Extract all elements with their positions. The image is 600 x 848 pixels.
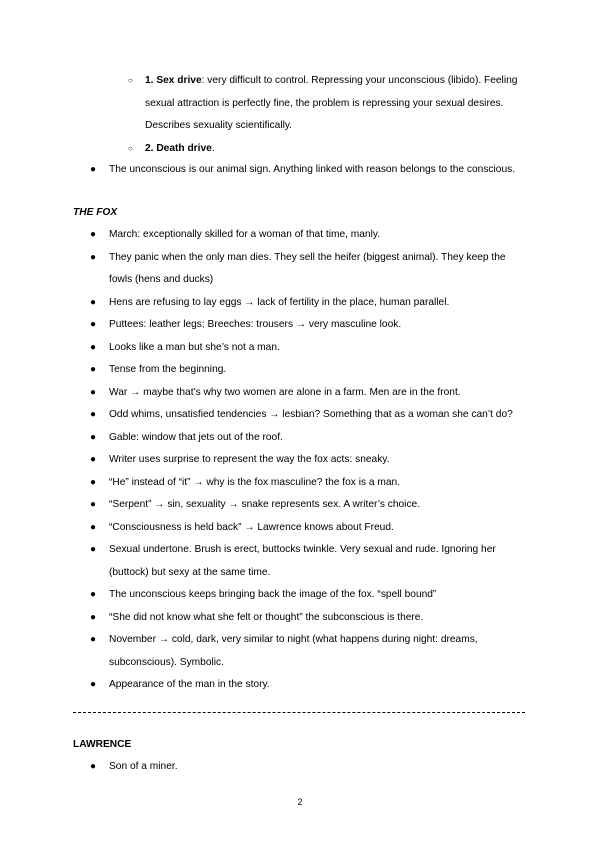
filled-circle-bullet-icon: ● — [90, 544, 97, 555]
list-item-text: Looks like a man but she’s not a man. — [109, 341, 280, 353]
filled-circle-bullet-icon: ● — [90, 296, 97, 308]
filled-circle-bullet-icon: ● — [90, 611, 97, 623]
list-item-text: The unconscious is our animal sign. Anything linked with reason belongs to the conscious. — [109, 164, 516, 175]
filled-circle-bullet-icon: ● — [90, 454, 97, 465]
filled-circle-bullet-icon: ● — [90, 341, 97, 353]
lawrence-section-heading: LAWRENCE — [73, 739, 132, 750]
list-item — [90, 314, 530, 337]
list-item — [90, 584, 530, 607]
filled-circle-bullet-icon: ● — [90, 679, 97, 690]
list-item — [90, 292, 530, 315]
list-item — [90, 247, 530, 292]
filled-circle-bullet-icon: ● — [90, 364, 97, 375]
filled-circle-bullet-icon: ● — [90, 761, 97, 772]
hollow-circle-bullet-icon: ○ — [128, 143, 133, 153]
lawrence-bullet-list — [90, 756, 530, 779]
list-item-text: November → cold, dark, very similar to night (what happens during night: dreams, subconscious). Symbolic. — [109, 634, 478, 668]
fox-section-heading: THE FOX — [73, 207, 118, 218]
filled-circle-bullet-icon: ● — [90, 634, 97, 645]
sublist-item-text: . — [211, 142, 215, 154]
list-item — [90, 449, 530, 472]
intro-bullet-list — [90, 159, 530, 182]
filled-circle-bullet-icon: ● — [90, 319, 97, 330]
hollow-circle-bullet-icon: ○ — [128, 76, 133, 85]
list-item — [90, 539, 530, 584]
list-item — [90, 224, 530, 247]
list-item — [90, 159, 530, 182]
filled-circle-bullet-icon: ● — [90, 521, 97, 533]
list-item-text: Gable: window that jets out of the roof. — [109, 431, 283, 443]
list-item-text: “He” instead of “it” → why is the fox masculine? the fox is a man. — [109, 476, 401, 488]
sublist-item-text: : very difficult to control. Repressing your unconscious (libido). Feeling sexual attraction is perfectly fine, the problem is repressing your sexual desires. Describes sexuality scientifically. — [145, 75, 518, 131]
filled-circle-bullet-icon: ● — [90, 499, 97, 510]
filled-circle-bullet-icon: ● — [90, 409, 97, 420]
list-item-text: Appearance of the man in the story. — [109, 679, 270, 690]
filled-circle-bullet-icon: ● — [90, 164, 97, 175]
page-number: 2 — [297, 797, 303, 807]
filled-circle-bullet-icon: ● — [90, 476, 97, 488]
list-item-text: March: exceptionally skilled for a woman of that time, manly. — [109, 229, 381, 240]
list-item-text: “Consciousness is held back” → Lawrence knows about Freud. — [109, 521, 394, 533]
list-item-text: Writer uses surprise to represent the way the fox acts: sneaky. — [109, 454, 390, 465]
list-item — [90, 756, 530, 779]
list-item — [90, 472, 530, 495]
filled-circle-bullet-icon: ● — [90, 589, 97, 600]
list-item-text: Puttees: leather legs; Breeches: trousers → very masculine look. — [109, 319, 402, 330]
filled-circle-bullet-icon: ● — [90, 386, 97, 398]
section-divider — [73, 712, 525, 713]
list-item — [90, 494, 530, 517]
fox-bullet-list — [90, 224, 530, 697]
list-item-text: “Serpent” → sin, sexuality → snake represents sex. A writer’s choice. — [109, 499, 421, 510]
list-item — [90, 674, 530, 697]
list-item-text: War → maybe that’s why two women are alone in a farm. Men are in the front. — [109, 386, 461, 398]
list-item-text: “She did not know what she felt or thought” the subconscious is there. — [109, 611, 424, 623]
list-item — [90, 607, 530, 630]
freud-drives-sublist — [128, 70, 528, 160]
sublist-item — [128, 70, 528, 138]
sublist-item-label: 2. Death drive — [145, 142, 212, 154]
list-item-text: The unconscious keeps bringing back the image of the fox. “spell bound” — [109, 589, 437, 600]
list-item — [90, 404, 530, 427]
list-item — [90, 629, 530, 674]
filled-circle-bullet-icon: ● — [90, 229, 97, 240]
list-item — [90, 427, 530, 450]
list-item-text: Odd whims, unsatisfied tendencies → lesbian? Something that as a woman she can’t do? — [109, 409, 513, 420]
list-item — [90, 517, 530, 540]
list-item — [90, 359, 530, 382]
list-item-text: Sexual undertone. Brush is erect, buttocks twinkle. Very sexual and rude. Ignoring her (buttock) but sexy at the same time. — [109, 544, 496, 578]
list-item-text: Tense from the beginning. — [109, 364, 227, 375]
list-item — [90, 382, 530, 405]
list-item-text: They panic when the only man dies. They sell the heifer (biggest animal). They keep the fowls (hens and ducks) — [109, 251, 506, 285]
list-item-text: Hens are refusing to lay eggs → lack of fertility in the place, human parallel. — [109, 296, 450, 308]
sublist-item — [128, 138, 528, 161]
list-item-text: Son of a miner. — [109, 761, 178, 772]
sublist-item-label: 1. Sex drive — [145, 75, 202, 86]
filled-circle-bullet-icon: ● — [90, 251, 97, 263]
list-item — [90, 337, 530, 360]
filled-circle-bullet-icon: ● — [90, 431, 97, 443]
